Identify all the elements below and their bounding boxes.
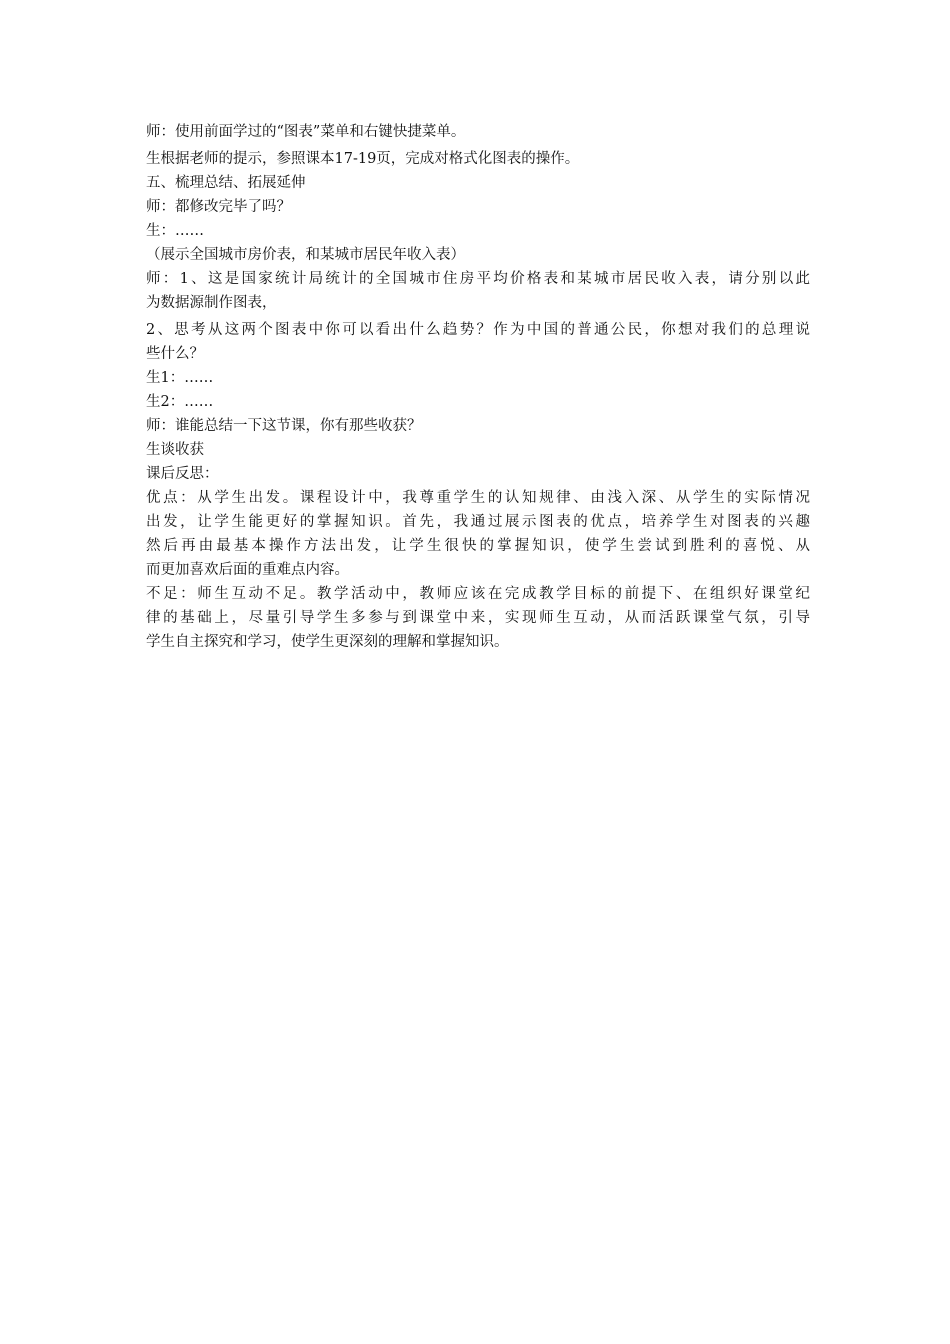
text-line: 律的基础上，尽量引导学生多参与到课堂中来，实现师生互动，从而活跃课堂气氛，引导 [146, 610, 810, 626]
text-line: 师：都修改完毕了吗？ [146, 199, 291, 215]
text-line: 师：使用前面学过的“图表”菜单和右键快捷菜单。 [146, 120, 810, 144]
text-line: 课后反思： [146, 466, 219, 482]
text-line: 为数据源制作图表， [146, 291, 810, 315]
section-heading: 五、梳理总结、拓展延伸 [146, 175, 306, 191]
document-body [146, 120, 810, 654]
text-line: 学生自主探究和学习，使学生更深刻的理解和掌握知识。 [146, 634, 509, 650]
text-line: 优点：从学生出发。课程设计中，我尊重学生的认知规律、由浅入深、从学生的实际情况 [146, 490, 810, 506]
text-line: 出发，让学生能更好的掌握知识。首先，我通过展示图表的优点，培养学生对图表的兴趣 [146, 514, 810, 530]
text-line: 生根据老师的提示，参照课本17-19页，完成对格式化图表的操作。 [146, 151, 580, 167]
text-line: 生2：…… [146, 394, 214, 410]
text-line: （展示全国城市房价表，和某城市居民年收入表） [146, 247, 465, 263]
text-line: 而更加喜欢后面的重难点内容。 [146, 562, 349, 578]
text-line: 师：1、这是国家统计局统计的全国城市住房平均价格表和某城市居民收入表，请分别以此 [146, 271, 810, 287]
text-line: 生：…… [146, 223, 204, 239]
text-line: 不足：师生互动不足。教学活动中，教师应该在完成教学目标的前提下、在组织好课堂纪 [146, 586, 810, 602]
text-line: 师：谁能总结一下这节课，你有那些收获？ [146, 418, 422, 434]
text-line: 些什么？ [146, 346, 204, 362]
text-line: 生谈收获 [146, 442, 204, 458]
text-line: 生1：…… [146, 370, 214, 386]
text-line: 2、思考从这两个图表中你可以看出什么趋势？作为中国的普通公民，你想对我们的总理说 [146, 322, 810, 338]
text-line: 然后再由最基本操作方法出发，让学生很快的掌握知识，使学生尝试到胜利的喜悦、从 [146, 538, 810, 554]
